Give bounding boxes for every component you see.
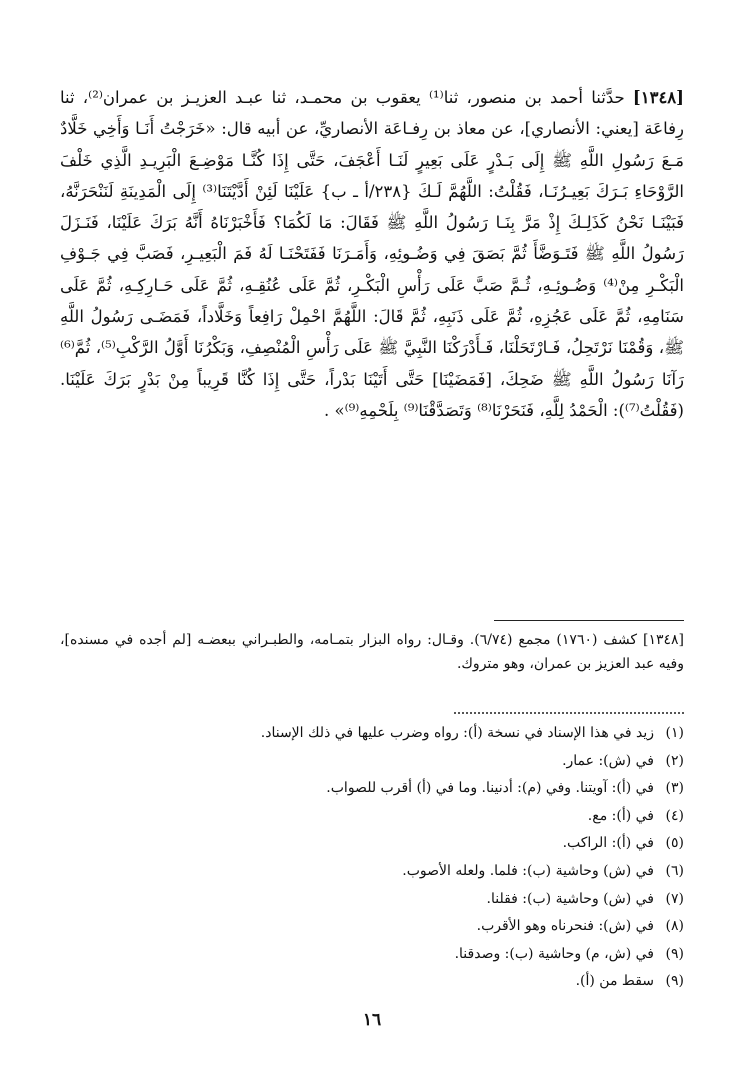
footnote-text: في (أ): مع. xyxy=(587,807,654,824)
footnote-number: (٧) xyxy=(665,890,684,907)
footnote-number: (٣) xyxy=(665,780,684,797)
takhrij-text: [١٣٤٨] كشف (١٧٦٠) مجمع (٦/٧٤). وقـال: رواه البزار بتمـامه، والطبـراني ببعضـه [لم أجده في مسنده]، وفيه عبد العزيز بن عمران، وهو متروك. xyxy=(60,632,684,672)
footnote-item xyxy=(60,720,684,748)
footnote-text: في (أ): آويتنا. وفي (م): أدنينا. وما في (أ) أقرب للصواب. xyxy=(326,780,654,797)
footnote-item xyxy=(60,968,684,996)
footnote-number: (٩) xyxy=(665,973,684,990)
page-number: ١٦ xyxy=(362,1010,382,1030)
hadith-body: حدَّثنا أحمد بن منصور، ثنا⁽¹⁾ يعقوب بن محمـد، ثنا عبـد العزيـز بن عمران⁽²⁾، ثنا رِفاعَة [يعني: الأنصاري]، عن معاذ بن رِفـاعَة الأنصاريِّ، عن أبيه قال: «خَرَجْتُ أَنَـا وَأَخِي خَلَّادٌ مَـعَ رَسُولِ اللَّهِ ﷺ إِلَى بَـدْرٍ عَلَى بَعِيرٍ لَنَـا أَعْجَفَ، حَتَّى إِذَا كُنَّـا مَوْضِـعَ الْبَرِيـدِ الَّذِي خَلْفَ الرَّوْحَاءِ بَـرَكَ بَعِيـرُنَـا، فَقُلْتُ: اللَّهُمَّ لَـكَ {٢٣٨/أ ـ ب} عَلَيْنَا لَئِنْ أَدَّيْتَنَا⁽³⁾ إِلَى الْمَدِينَةِ لَنَنْحَرَنَّهُ، فَبَيْنَـا نَحْنُ كَذَلِـكَ إِذْ مَرَّ بِنَـا رَسُولُ اللَّهِ ﷺ فَقَالَ: مَا لَكُمَا؟ فَأَخْبَرْنَاهُ أَنَّهُ بَرَكَ عَلَيْنَا، فَنَـزَلَ رَسُولُ اللَّهِ ﷺ فَتَـوَضَّأَ ثُمَّ بَصَقَ فِي وَضُـوئِهِ، وَأَمَـرَنَا فَفَتَحْنَـا لَهُ فَمَ الْبَعِيـرِ، فَصَبَّ فِي جَـوْفِ الْبَكْـرِ مِنْ⁽⁴⁾ وَضُـوئِـهِ، ثُـمَّ صَبَّ عَلَى رَأْسِ الْبَكْـرِ، ثُمَّ عَلَى عُنُقِـهِ، ثُمَّ عَلَى حَـارِكِـهِ، ثُمَّ عَلَى سَنَامِهِ، ثُمَّ عَلَى عَجُزِهِ، ثُمَّ عَلَى ذَنَبِهِ، ثُمَّ قَالَ: اللَّهُمَّ احْمِلْ رَافِعاً وَخَلَّاداً، فَمَضَـى رَسُولُ اللَّهِ ﷺ، وَقُمْنَا نَرْتَحِلُ، فَـارْتَحَلْنَا، فَـأَدْرَكْنَا النَّبِيَّ ﷺ عَلَى رَأْسِ الْمُنْصِفِ، وَبَكْرُنَا أَوَّلُ الرَّكْبِ⁽⁵⁾، ثُمَّ⁽⁶⁾ رَآنَا رَسُولُ اللَّهِ ﷺ ضَحِكَ، [فَمَضَيْنَا] حَتَّى أَتَيْنَا بَدْراً، حَتَّى إِذَا كُنَّا قَرِيباً مِنْ بَدْرٍ بَرَكَ عَلَيْنَا. (فَقُلْتُ⁽⁷⁾): الْحَمْدُ لِلَّهِ، فَنَحَرْنَا⁽⁸⁾ وَتَصَدَّقْنَا⁽⁹⁾ بِلَحْمِهِ⁽⁹⁾» . xyxy=(60,88,685,420)
footnote-text: في (ش، م) وحاشية (ب): وصدقنا. xyxy=(454,945,654,962)
footnote-number: (١) xyxy=(665,725,684,741)
footnote-separator xyxy=(494,620,684,621)
hadith-text xyxy=(60,82,684,426)
footnotes-list xyxy=(60,720,684,996)
footnote-text: سقط من (أ). xyxy=(575,973,654,990)
footnote-text: زيد في هذا الإسناد في نسخة (أ): رواه وضرب عليها في ذلك الإسناد. xyxy=(260,725,654,741)
footnote-number: (٥) xyxy=(665,835,684,852)
footnote-number: (٢) xyxy=(665,752,684,769)
footnote-item xyxy=(60,748,684,776)
dotted-separator xyxy=(454,712,684,716)
footnote-text: في (أ): الراكب. xyxy=(562,835,654,852)
hadith-number: [١٣٤٨] xyxy=(632,88,684,107)
footnote-text: في (ش) وحاشية (ب): فلما. ولعله الأصوب. xyxy=(402,862,654,879)
footnote-item xyxy=(60,941,684,969)
footnote-item xyxy=(60,775,684,803)
footnote-number: (٨) xyxy=(665,918,684,935)
takhrij-note xyxy=(60,628,684,676)
footnote-item xyxy=(60,886,684,914)
footnote-text: في (ش): فنحرناه وهو الأقرب. xyxy=(476,918,654,935)
footnote-item xyxy=(60,913,684,941)
footnote-number: (٤) xyxy=(665,807,684,824)
footnote-text: في (ش): عمار. xyxy=(562,752,654,769)
footnote-item xyxy=(60,830,684,858)
footnote-item xyxy=(60,803,684,831)
footnote-item xyxy=(60,858,684,886)
hadith-paragraph xyxy=(60,82,684,426)
footnote-number: (٩) xyxy=(665,945,684,962)
footnote-number: (٦) xyxy=(665,862,684,879)
footnote-text: في (ش) وحاشية (ب): فقلنا. xyxy=(486,890,654,907)
